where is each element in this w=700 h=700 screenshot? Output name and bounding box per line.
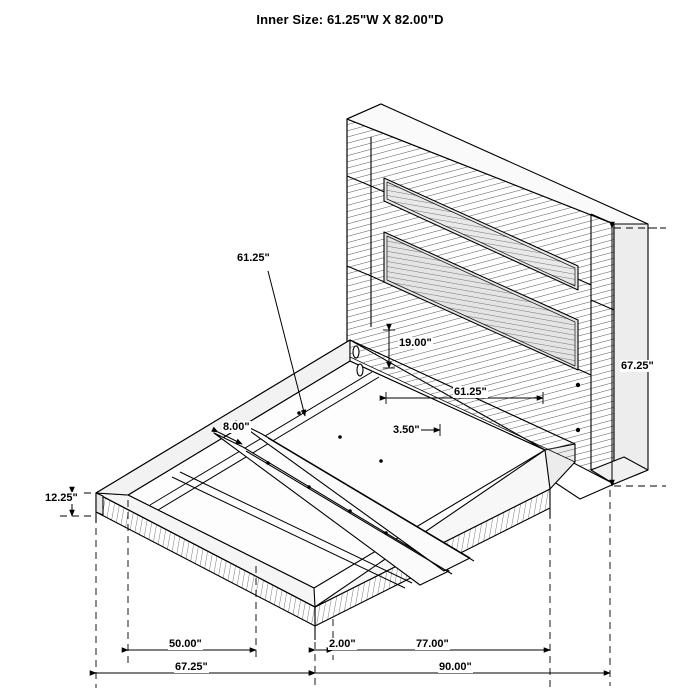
dim-label-side-length: 77.00" <box>416 638 449 650</box>
dim-label-rail-thickness: 8.00" <box>223 421 250 433</box>
page-title: Inner Size: 61.25"W X 82.00"D <box>256 12 444 27</box>
dim-label-rail-height: 19.00" <box>399 337 432 349</box>
dim-label-total-length: 90.00" <box>439 661 472 673</box>
dim-label-foot-depth: 2.00" <box>329 638 356 650</box>
dim-label-inner-width-top: 61.25" <box>237 252 270 264</box>
dim-label-slat-width: 3.50" <box>393 424 420 436</box>
dim-label-headboard-height: 67.25" <box>621 360 654 372</box>
dim-label-side-span: 50.00" <box>169 638 202 650</box>
dim-label-frame-height: 12.25" <box>45 492 78 504</box>
dim-label-inner-width-mid: 61.25" <box>454 386 487 398</box>
dim-label-total-width-front: 67.25" <box>175 661 208 673</box>
